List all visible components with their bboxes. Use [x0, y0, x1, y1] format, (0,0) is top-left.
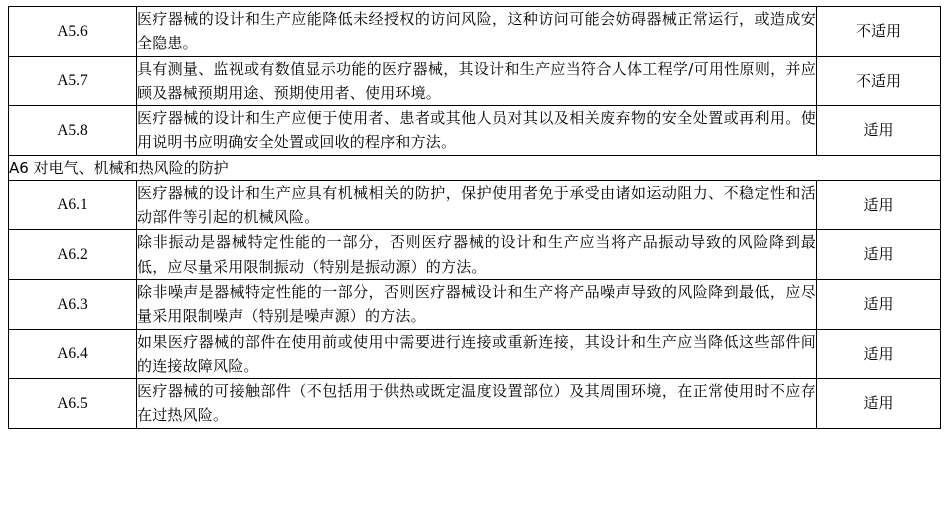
requirement-text: 医疗器械的设计和生产应具有机械相关的防护，保护使用者免于承受由诸如运动阻力、不稳定性和活动部件等引起的机械风险。 — [137, 180, 817, 230]
requirement-text: 医疗器械的设计和生产应能降低未经授权的访问风险，这种访问可能会妨碍器械正常运行，或造成安全隐患。 — [137, 7, 817, 57]
requirement-text: 具有测量、监视或有数值显示功能的医疗器械，其设计和生产应当符合人体工程学/可用性原则，并应顾及器械预期用途、预期使用者、使用环境。 — [137, 56, 817, 106]
requirement-id: A6.5 — [9, 379, 137, 429]
section-header-row — [9, 155, 941, 180]
table-row — [9, 279, 941, 329]
requirement-id: A5.8 — [9, 106, 137, 156]
requirement-text: 如果医疗器械的部件在使用前或使用中需要进行连接或重新连接，其设计和生产应当降低这些部件间的连接故障风险。 — [137, 329, 817, 379]
requirement-id: A6.4 — [9, 329, 137, 379]
applicability-value: 适用 — [817, 106, 941, 156]
table-body — [9, 7, 941, 429]
table-row — [9, 56, 941, 106]
table-row — [9, 329, 941, 379]
table-row — [9, 7, 941, 57]
requirements-table — [8, 6, 941, 429]
table-row — [9, 379, 941, 429]
table-row — [9, 230, 941, 280]
applicability-value: 不适用 — [817, 56, 941, 106]
requirement-id: A5.7 — [9, 56, 137, 106]
applicability-value: 不适用 — [817, 7, 941, 57]
applicability-value: 适用 — [817, 279, 941, 329]
table-row — [9, 106, 941, 156]
requirement-id: A5.6 — [9, 7, 137, 57]
requirement-id: A6.3 — [9, 279, 137, 329]
requirement-text: 医疗器械的设计和生产应便于使用者、患者或其他人员对其以及相关废弃物的安全处置或再利用。使用说明书应明确安全处置或回收的程序和方法。 — [137, 106, 817, 156]
applicability-value: 适用 — [817, 180, 941, 230]
requirement-text: 除非振动是器械特定性能的一部分，否则医疗器械的设计和生产应当将产品振动导致的风险降到最低，应尽量采用限制振动（特别是振动源）的方法。 — [137, 230, 817, 280]
applicability-value: 适用 — [817, 379, 941, 429]
section-title: A6 对电气、机械和热风险的防护 — [9, 155, 941, 180]
requirement-id: A6.1 — [9, 180, 137, 230]
requirement-id: A6.2 — [9, 230, 137, 280]
applicability-value: 适用 — [817, 329, 941, 379]
applicability-value: 适用 — [817, 230, 941, 280]
table-row — [9, 180, 941, 230]
requirement-text: 医疗器械的可接触部件（不包括用于供热或既定温度设置部位）及其周围环境，在正常使用时不应存在过热风险。 — [137, 379, 817, 429]
requirement-text: 除非噪声是器械特定性能的一部分，否则医疗器械设计和生产将产品噪声导致的风险降到最低，应尽量采用限制噪声（特别是噪声源）的方法。 — [137, 279, 817, 329]
